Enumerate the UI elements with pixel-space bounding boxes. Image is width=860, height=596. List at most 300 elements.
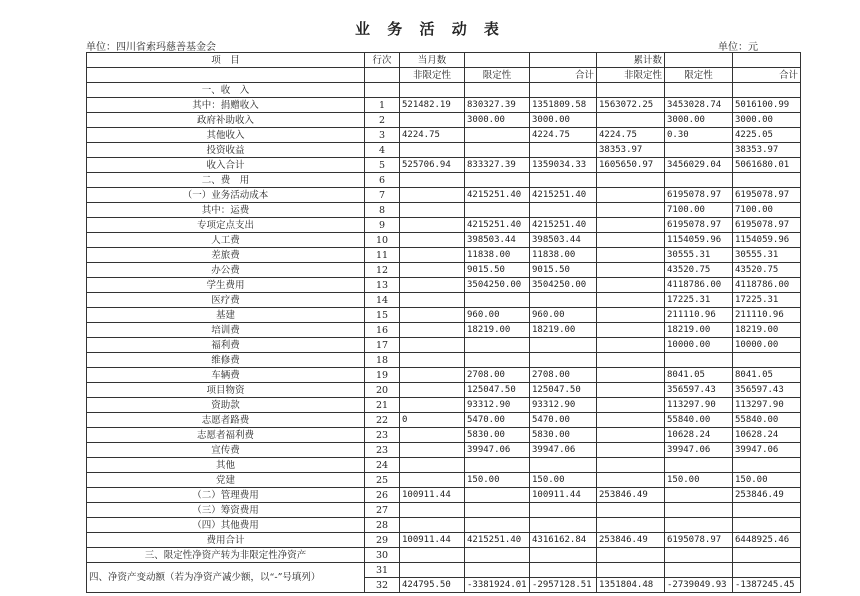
- amount-cell-a3: 6195078.97: [733, 218, 801, 233]
- row-item-label: 福利费: [87, 338, 365, 353]
- row-number: 31: [365, 563, 400, 578]
- amount-cell-a1: 1351804.48: [597, 578, 665, 593]
- amount-cell-c1: 521482.19: [400, 98, 465, 113]
- amount-cell-a2: [665, 458, 733, 473]
- table-row: [87, 503, 801, 518]
- amount-cell-a3: 150.00: [733, 473, 801, 488]
- amount-cell-c2: 3504250.00: [465, 278, 530, 293]
- amount-cell-c2: [465, 503, 530, 518]
- amount-cell-c2: 960.00: [465, 308, 530, 323]
- amount-cell-a1: [597, 458, 665, 473]
- row-number: 18: [365, 353, 400, 368]
- amount-cell-c1: [400, 458, 465, 473]
- amount-cell-c2: [465, 353, 530, 368]
- row-item-label: 其中：运费: [87, 203, 365, 218]
- amount-cell-c3: 4215251.40: [530, 218, 597, 233]
- row-item-label: 志愿者路费: [87, 413, 365, 428]
- amount-cell-c2: 93312.90: [465, 398, 530, 413]
- amount-cell-c3: 125047.50: [530, 383, 597, 398]
- amount-cell-c2: [465, 293, 530, 308]
- amount-cell-c1: 424795.50: [400, 578, 465, 593]
- amount-cell-c3: [530, 458, 597, 473]
- amount-cell-a3: [733, 548, 801, 563]
- row-number: 29: [365, 533, 400, 548]
- row-item-label: 培训费: [87, 323, 365, 338]
- table-row: [87, 413, 801, 428]
- amount-cell-c1: [400, 503, 465, 518]
- amount-cell-a2: 6195078.97: [665, 188, 733, 203]
- row-item-label: 一、收 入: [87, 83, 365, 98]
- amount-cell-a1: 253846.49: [597, 533, 665, 548]
- table-row: [87, 428, 801, 443]
- row-number: 2: [365, 113, 400, 128]
- row-item-label: 政府补助收入: [87, 113, 365, 128]
- amount-cell-c1: [400, 368, 465, 383]
- amount-cell-c1: [400, 473, 465, 488]
- row-number: 22: [365, 413, 400, 428]
- amount-cell-c2: 2708.00: [465, 368, 530, 383]
- amount-cell-a3: [733, 458, 801, 473]
- table-row: [87, 233, 801, 248]
- amount-cell-a3: 55840.00: [733, 413, 801, 428]
- amount-cell-a1: [597, 503, 665, 518]
- amount-cell-a3: 43520.75: [733, 263, 801, 278]
- amount-cell-c2: 833327.39: [465, 158, 530, 173]
- table-row: [87, 308, 801, 323]
- amount-cell-a3: 5061680.01: [733, 158, 801, 173]
- row-number: 21: [365, 398, 400, 413]
- amount-cell-a2: [665, 518, 733, 533]
- table-row: [87, 263, 801, 278]
- amount-cell-a1: [597, 338, 665, 353]
- table-row: [87, 188, 801, 203]
- amount-cell-c2: [465, 173, 530, 188]
- row-item-label: 项目物资: [87, 383, 365, 398]
- amount-cell-a1: [597, 443, 665, 458]
- amount-cell-c1: [400, 518, 465, 533]
- table-body: [87, 53, 801, 593]
- amount-cell-c2: 4215251.40: [465, 218, 530, 233]
- amount-cell-c2: 150.00: [465, 473, 530, 488]
- row-number: 25: [365, 473, 400, 488]
- amount-cell-c1: [400, 398, 465, 413]
- header-restricted: 限定性: [465, 68, 530, 83]
- empty-cell: [733, 563, 801, 578]
- row-number: 8: [365, 203, 400, 218]
- amount-cell-c1: [400, 548, 465, 563]
- row-item-label: （四）其他费用: [87, 518, 365, 533]
- amount-cell-c1: [400, 83, 465, 98]
- report-title: 业 务 活 动 表: [355, 20, 505, 38]
- amount-cell-a1: 1605650.97: [597, 158, 665, 173]
- amount-cell-c1: [400, 338, 465, 353]
- amount-cell-a3: [733, 503, 801, 518]
- amount-cell-a2: 4118786.00: [665, 278, 733, 293]
- amount-cell-a3: 30555.31: [733, 248, 801, 263]
- amount-cell-a1: [597, 548, 665, 563]
- amount-cell-a1: [597, 308, 665, 323]
- row-number: 19: [365, 368, 400, 383]
- row-number: 27: [365, 503, 400, 518]
- amount-cell-c1: [400, 293, 465, 308]
- table-row: [87, 458, 801, 473]
- row-item-label: （三）筹资费用: [87, 503, 365, 518]
- amount-cell-a1: 253846.49: [597, 488, 665, 503]
- amount-cell-a1: [597, 263, 665, 278]
- row-number: 7: [365, 188, 400, 203]
- amount-cell-a1: [597, 518, 665, 533]
- amount-cell-c3: 960.00: [530, 308, 597, 323]
- table-row: [87, 128, 801, 143]
- amount-cell-c1: [400, 263, 465, 278]
- row-item-label: （二）管理费用: [87, 488, 365, 503]
- table-row: [87, 203, 801, 218]
- table-row-31: [87, 563, 801, 578]
- amount-cell-a2: 3456029.04: [665, 158, 733, 173]
- amount-cell-c1: 100911.44: [400, 533, 465, 548]
- row-number: 4: [365, 143, 400, 158]
- amount-cell-c2: 4215251.40: [465, 188, 530, 203]
- row-item-label: 其中：捐赠收入: [87, 98, 365, 113]
- amount-cell-c1: 100911.44: [400, 488, 465, 503]
- header-row-no: 行次: [365, 53, 400, 68]
- amount-cell-a3: -1387245.45: [733, 578, 801, 593]
- table-row: [87, 533, 801, 548]
- amount-cell-c2: 830327.39: [465, 98, 530, 113]
- amount-cell-a2: 18219.00: [665, 323, 733, 338]
- row-number: 28: [365, 518, 400, 533]
- amount-cell-c3: [530, 338, 597, 353]
- header-blank: [530, 53, 597, 68]
- amount-cell-c2: 125047.50: [465, 383, 530, 398]
- amount-cell-a3: [733, 173, 801, 188]
- table-row: [87, 338, 801, 353]
- table-row: [87, 473, 801, 488]
- amount-cell-c2: 9015.50: [465, 263, 530, 278]
- header-blank: [87, 68, 365, 83]
- amount-cell-c1: [400, 428, 465, 443]
- amount-cell-a3: 38353.97: [733, 143, 801, 158]
- amount-cell-c1: [400, 143, 465, 158]
- header-total: 合计: [530, 68, 597, 83]
- amount-cell-c3: 150.00: [530, 473, 597, 488]
- header-blank: [665, 53, 733, 68]
- amount-cell-c1: [400, 113, 465, 128]
- amount-cell-a1: [597, 293, 665, 308]
- amount-cell-a1: [597, 428, 665, 443]
- amount-cell-a3: 5016100.99: [733, 98, 801, 113]
- row-item-label: 志愿者福利费: [87, 428, 365, 443]
- header-row-1: [87, 53, 801, 68]
- amount-cell-a1: [597, 368, 665, 383]
- amount-cell-c2: [465, 548, 530, 563]
- amount-cell-c2: [465, 488, 530, 503]
- amount-cell-a3: [733, 353, 801, 368]
- header-blank: [465, 53, 530, 68]
- row-number: 30: [365, 548, 400, 563]
- amount-cell-c1: 4224.75: [400, 128, 465, 143]
- amount-cell-a3: 7100.00: [733, 203, 801, 218]
- amount-cell-a1: 38353.97: [597, 143, 665, 158]
- amount-cell-a2: 55840.00: [665, 413, 733, 428]
- row-number: 26: [365, 488, 400, 503]
- amount-cell-a2: [665, 173, 733, 188]
- amount-cell-a2: 211110.96: [665, 308, 733, 323]
- amount-cell-c3: [530, 143, 597, 158]
- amount-cell-c2: [465, 203, 530, 218]
- amount-cell-c3: 39947.06: [530, 443, 597, 458]
- empty-cell: [400, 563, 465, 578]
- header-item: 项 目: [87, 53, 365, 68]
- row-item-label: 基建: [87, 308, 365, 323]
- amount-cell-c1: [400, 218, 465, 233]
- amount-cell-a3: 6448925.46: [733, 533, 801, 548]
- row-item-label: 学生费用: [87, 278, 365, 293]
- amount-cell-c1: [400, 323, 465, 338]
- amount-cell-c3: 11838.00: [530, 248, 597, 263]
- table-row: [87, 173, 801, 188]
- amount-cell-a3: 39947.06: [733, 443, 801, 458]
- empty-cell: [530, 563, 597, 578]
- table-row: [87, 143, 801, 158]
- row-number: 6: [365, 173, 400, 188]
- row-number: [365, 83, 400, 98]
- amount-cell-c3: 2708.00: [530, 368, 597, 383]
- amount-cell-a1: [597, 233, 665, 248]
- amount-cell-c1: [400, 308, 465, 323]
- row-item-label: 办公费: [87, 263, 365, 278]
- row-item-label: 其他收入: [87, 128, 365, 143]
- table-row: [87, 293, 801, 308]
- amount-cell-c3: 1351809.58: [530, 98, 597, 113]
- amount-cell-c1: [400, 353, 465, 368]
- amount-cell-c3: 3000.00: [530, 113, 597, 128]
- amount-cell-c1: [400, 383, 465, 398]
- table-row: [87, 98, 801, 113]
- row-item-label: 投资收益: [87, 143, 365, 158]
- amount-cell-a2: 6195078.97: [665, 533, 733, 548]
- row-item-label: 宣传费: [87, 443, 365, 458]
- amount-cell-c3: -2957128.51: [530, 578, 597, 593]
- amount-cell-a2: [665, 143, 733, 158]
- amount-cell-a2: 356597.43: [665, 383, 733, 398]
- amount-cell-a1: [597, 113, 665, 128]
- amount-cell-a3: 211110.96: [733, 308, 801, 323]
- amount-cell-a1: [597, 473, 665, 488]
- amount-cell-a2: 6195078.97: [665, 218, 733, 233]
- amount-cell-c3: 100911.44: [530, 488, 597, 503]
- header-current: 当月数: [400, 53, 465, 68]
- amount-cell-c3: [530, 503, 597, 518]
- row-item-label: 资助款: [87, 398, 365, 413]
- amount-cell-a1: 1563072.25: [597, 98, 665, 113]
- row-number: 20: [365, 383, 400, 398]
- amount-cell-c1: [400, 278, 465, 293]
- amount-cell-c3: [530, 83, 597, 98]
- amount-cell-c3: [530, 293, 597, 308]
- table-row: [87, 368, 801, 383]
- amount-cell-c3: [530, 353, 597, 368]
- table-row: [87, 353, 801, 368]
- amount-cell-a2: 30555.31: [665, 248, 733, 263]
- amount-cell-a3: 10628.24: [733, 428, 801, 443]
- row-item-label: 二、费 用: [87, 173, 365, 188]
- amount-cell-c1: [400, 233, 465, 248]
- currency-unit: 单位：元: [718, 42, 758, 53]
- row-number: 15: [365, 308, 400, 323]
- amount-cell-c1: 525706.94: [400, 158, 465, 173]
- amount-cell-a2: 7100.00: [665, 203, 733, 218]
- amount-cell-a1: [597, 353, 665, 368]
- amount-cell-c1: [400, 248, 465, 263]
- table-row: [87, 488, 801, 503]
- amount-cell-a2: 8041.05: [665, 368, 733, 383]
- amount-cell-a1: [597, 173, 665, 188]
- amount-cell-c3: [530, 548, 597, 563]
- amount-cell-a2: 10000.00: [665, 338, 733, 353]
- amount-cell-a3: [733, 518, 801, 533]
- amount-cell-c1: [400, 443, 465, 458]
- header-blank: [365, 68, 400, 83]
- row-number: 23: [365, 428, 400, 443]
- amount-cell-a1: [597, 188, 665, 203]
- amount-cell-a1: [597, 218, 665, 233]
- row-item-label: 维修费: [87, 353, 365, 368]
- amount-cell-c2: [465, 518, 530, 533]
- header-unrestricted: 非限定性: [400, 68, 465, 83]
- amount-cell-a2: [665, 83, 733, 98]
- amount-cell-a1: 4224.75: [597, 128, 665, 143]
- amount-cell-c2: 4215251.40: [465, 533, 530, 548]
- amount-cell-c3: [530, 203, 597, 218]
- amount-cell-c3: 9015.50: [530, 263, 597, 278]
- header-cumulative: 累计数: [597, 53, 665, 68]
- amount-cell-a3: 253846.49: [733, 488, 801, 503]
- row-item-label: 差旅费: [87, 248, 365, 263]
- amount-cell-c1: [400, 188, 465, 203]
- amount-cell-a3: 4118786.00: [733, 278, 801, 293]
- header-blank: [733, 53, 801, 68]
- header-unrestricted: 非限定性: [597, 68, 665, 83]
- amount-cell-c3: 3504250.00: [530, 278, 597, 293]
- amount-cell-c2: 5470.00: [465, 413, 530, 428]
- amount-cell-a2: 3453028.74: [665, 98, 733, 113]
- amount-cell-c3: 18219.00: [530, 323, 597, 338]
- row-number: 16: [365, 323, 400, 338]
- amount-cell-c3: 4316162.84: [530, 533, 597, 548]
- amount-cell-a1: [597, 248, 665, 263]
- amount-cell-a1: [597, 383, 665, 398]
- amount-cell-c2: 11838.00: [465, 248, 530, 263]
- row-number: 12: [365, 263, 400, 278]
- amount-cell-a3: 1154059.96: [733, 233, 801, 248]
- amount-cell-c3: [530, 518, 597, 533]
- row-item-label: 人工费: [87, 233, 365, 248]
- amount-cell-c2: 39947.06: [465, 443, 530, 458]
- amount-cell-a2: [665, 488, 733, 503]
- row-number: 3: [365, 128, 400, 143]
- amount-cell-c2: 5830.00: [465, 428, 530, 443]
- amount-cell-a1: [597, 398, 665, 413]
- amount-cell-c3: 4224.75: [530, 128, 597, 143]
- amount-cell-a3: 113297.90: [733, 398, 801, 413]
- amount-cell-a1: [597, 83, 665, 98]
- amount-cell-c1: 0: [400, 413, 465, 428]
- row-number: 1: [365, 98, 400, 113]
- amount-cell-c1: [400, 173, 465, 188]
- amount-cell-a2: [665, 503, 733, 518]
- amount-cell-a3: 356597.43: [733, 383, 801, 398]
- table-row: [87, 398, 801, 413]
- amount-cell-c3: 4215251.40: [530, 188, 597, 203]
- amount-cell-c3: 5470.00: [530, 413, 597, 428]
- amount-cell-a1: [597, 323, 665, 338]
- amount-cell-c2: 3000.00: [465, 113, 530, 128]
- row-number: 24: [365, 458, 400, 473]
- amount-cell-a3: 6195078.97: [733, 188, 801, 203]
- row-number: 9: [365, 218, 400, 233]
- amount-cell-c3: 1359034.33: [530, 158, 597, 173]
- table-row: [87, 113, 801, 128]
- amount-cell-c3: 398503.44: [530, 233, 597, 248]
- table-row: [87, 83, 801, 98]
- row-item-label: 专项定点支出: [87, 218, 365, 233]
- amount-cell-a1: [597, 413, 665, 428]
- table-row: [87, 383, 801, 398]
- row-number: 23: [365, 443, 400, 458]
- table-row: [87, 518, 801, 533]
- row-item-label: 党建: [87, 473, 365, 488]
- header-total: 合计: [733, 68, 801, 83]
- header-row-2: [87, 68, 801, 83]
- amount-cell-c1: [400, 203, 465, 218]
- amount-cell-a2: 17225.31: [665, 293, 733, 308]
- row-number: 11: [365, 248, 400, 263]
- amount-cell-c3: [530, 173, 597, 188]
- row-number: 13: [365, 278, 400, 293]
- row-item-label: 其他: [87, 458, 365, 473]
- row-item-label: 三、限定性净资产转为非限定性净资产: [87, 548, 365, 563]
- amount-cell-a3: 10000.00: [733, 338, 801, 353]
- amount-cell-c2: 18219.00: [465, 323, 530, 338]
- amount-cell-a3: 18219.00: [733, 323, 801, 338]
- amount-cell-a2: [665, 548, 733, 563]
- amount-cell-a3: 8041.05: [733, 368, 801, 383]
- empty-cell: [465, 563, 530, 578]
- activity-table: [86, 52, 801, 593]
- table-row: [87, 548, 801, 563]
- table-row: [87, 443, 801, 458]
- amount-cell-a2: 43520.75: [665, 263, 733, 278]
- amount-cell-c2: [465, 338, 530, 353]
- amount-cell-c3: 5830.00: [530, 428, 597, 443]
- row-number: 17: [365, 338, 400, 353]
- amount-cell-c2: [465, 128, 530, 143]
- amount-cell-a2: [665, 353, 733, 368]
- empty-cell: [597, 563, 665, 578]
- table-row: [87, 278, 801, 293]
- row-item-label: 医疗费: [87, 293, 365, 308]
- amount-cell-c2: [465, 83, 530, 98]
- amount-cell-a3: 17225.31: [733, 293, 801, 308]
- header-restricted: 限定性: [665, 68, 733, 83]
- amount-cell-a3: [733, 83, 801, 98]
- amount-cell-a2: 1154059.96: [665, 233, 733, 248]
- row-item-label: 四、净资产变动额（若为净资产减少额，以“-”号填列）: [87, 563, 365, 593]
- row-number: 5: [365, 158, 400, 173]
- amount-cell-a1: [597, 203, 665, 218]
- row-number: 14: [365, 293, 400, 308]
